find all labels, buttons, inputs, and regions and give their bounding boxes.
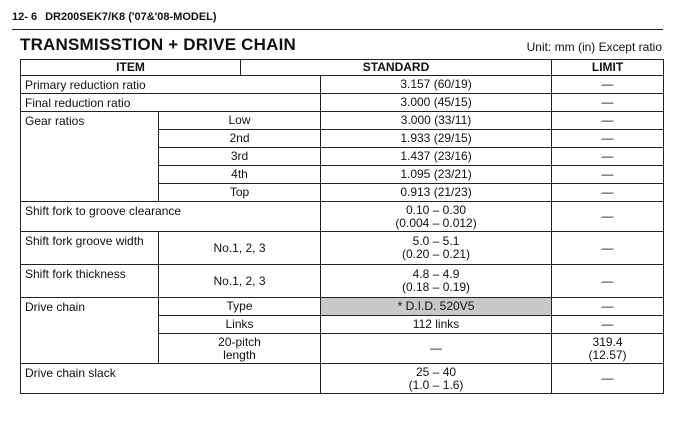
chain-slack-limit: — [552, 364, 664, 394]
drive-chain-pitch-limit [552, 334, 664, 364]
primary-reduction-label: Primary reduction ratio [21, 76, 321, 94]
final-reduction-label: Final reduction ratio [21, 94, 321, 112]
table-row [21, 112, 664, 130]
fork-thickness-in: (0.18 – 0.19) [402, 280, 471, 294]
gear-low-standard: 3.000 (33/11) [321, 112, 552, 130]
fork-thickness-limit: — [552, 265, 664, 298]
table-row [21, 76, 664, 94]
drive-chain-links-limit: — [552, 316, 664, 334]
gear-top-standard: 0.913 (21/23) [321, 184, 552, 202]
gear-4th-standard: 1.095 (23/21) [321, 166, 552, 184]
fork-groove-width-mm: 5.0 – 5.1 [412, 234, 460, 248]
drive-chain-type-limit: — [552, 298, 664, 316]
header-limit: LIMIT [552, 60, 664, 76]
table-row [21, 265, 664, 298]
fork-thickness-standard [321, 265, 552, 298]
fork-groove-width-limit: — [552, 232, 664, 265]
pitch-label-line-1: 20-pitch [218, 334, 261, 349]
spec-table [20, 59, 664, 394]
gear-low-limit: — [552, 112, 664, 130]
fork-thickness-label: Shift fork thickness [21, 265, 159, 298]
chain-slack-label: Drive chain slack [21, 364, 321, 394]
table-row [21, 298, 664, 316]
gear-top-label: Top [159, 184, 321, 202]
unit-note: Unit: mm (in) Except ratio [526, 40, 662, 54]
fork-thickness-sub: No.1, 2, 3 [159, 265, 321, 298]
gear-4th-label: 4th [159, 166, 321, 184]
model-name: DR200SEK7/K8 ('07&'08-MODEL) [45, 11, 217, 23]
table-row [21, 202, 664, 232]
fork-clearance-in: (0.004 – 0.012) [395, 215, 477, 230]
final-reduction-limit: — [552, 94, 664, 112]
fork-groove-width-in: (0.20 – 0.21) [402, 247, 471, 261]
section-title: TRANSMISSTION + DRIVE CHAIN [20, 35, 297, 54]
fork-clearance-limit: — [552, 202, 664, 232]
drive-chain-links-value: 112 links [321, 316, 552, 334]
gear-2nd-label: 2nd [159, 130, 321, 148]
gear-3rd-standard: 1.437 (23/16) [321, 148, 552, 166]
table-row [21, 232, 664, 265]
gear-3rd-label: 3rd [159, 148, 321, 166]
gear-ratios-label: Gear ratios [21, 112, 159, 202]
gear-2nd-standard: 1.933 (29/15) [321, 130, 552, 148]
chain-slack-in: (1.0 – 1.6) [408, 377, 464, 392]
drive-chain-pitch-label [159, 334, 321, 364]
gear-4th-limit: — [552, 166, 664, 184]
gear-top-limit: — [552, 184, 664, 202]
fork-groove-width-sub: No.1, 2, 3 [159, 232, 321, 265]
drive-chain-links-label: Links [159, 316, 321, 334]
table-header-row [21, 60, 664, 76]
gear-low-label: Low [159, 112, 321, 130]
pitch-limit-mm: 319.4 [592, 334, 623, 349]
page-number: 12- 6 [12, 11, 38, 23]
fork-clearance-mm: 0.10 – 0.30 [405, 202, 467, 217]
header-standard: STANDARD [241, 60, 552, 76]
fork-thickness-mm: 4.8 – 4.9 [412, 267, 460, 281]
primary-reduction-standard: 3.157 (60/19) [321, 76, 552, 94]
drive-chain-type-label: Type [159, 298, 321, 316]
final-reduction-standard: 3.000 (45/15) [321, 94, 552, 112]
page-header [12, 7, 663, 30]
fork-clearance-label: Shift fork to groove clearance [21, 202, 321, 232]
chain-slack-mm: 25 – 40 [416, 364, 457, 379]
pitch-label-line-2: length [223, 347, 256, 362]
header-item: ITEM [21, 60, 241, 76]
pitch-limit-in: (12.57) [588, 347, 627, 362]
chain-slack-standard [321, 364, 552, 394]
fork-clearance-standard [321, 202, 552, 232]
fork-groove-width-standard [321, 232, 552, 265]
drive-chain-pitch-value: — [321, 334, 552, 364]
gear-2nd-limit: — [552, 130, 664, 148]
table-row [21, 94, 664, 112]
drive-chain-type-value: * D.I.D. 520V5 [321, 298, 552, 316]
fork-groove-width-label: Shift fork groove width [21, 232, 159, 265]
gear-3rd-limit: — [552, 148, 664, 166]
drive-chain-label: Drive chain [21, 298, 159, 364]
table-row [21, 364, 664, 394]
primary-reduction-limit: — [552, 76, 664, 94]
